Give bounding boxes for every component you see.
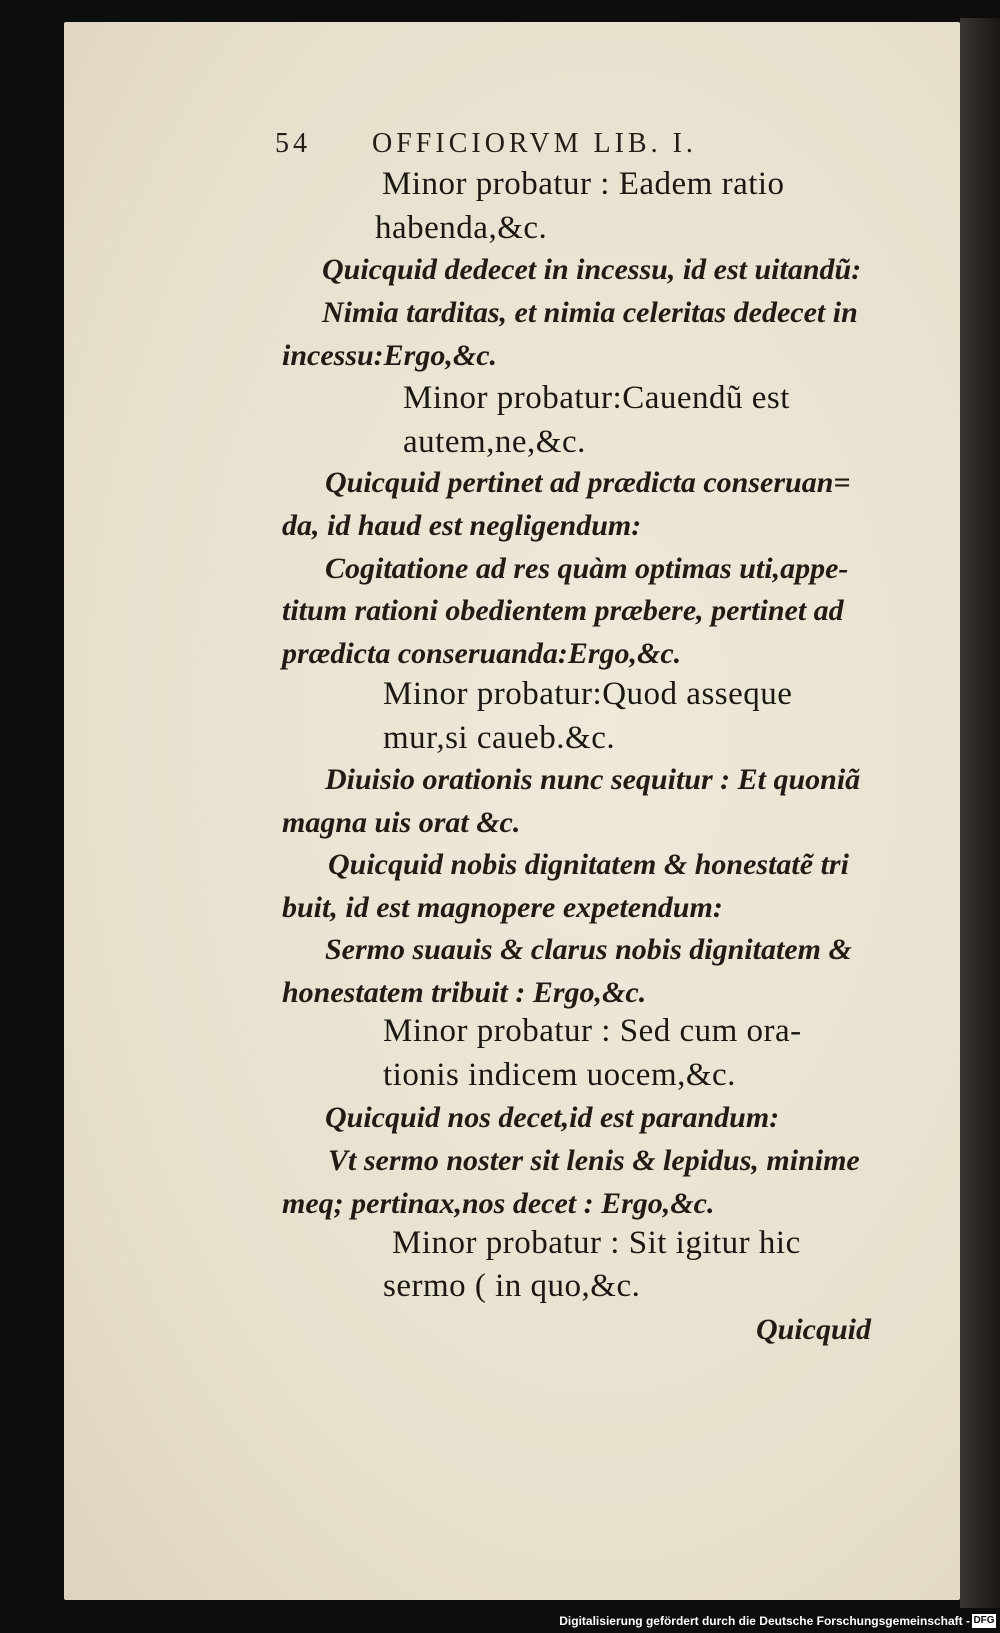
text-line: mur,si caueb.&c. xyxy=(383,720,616,756)
text-line: tionis indicem uocem,&c. xyxy=(383,1057,736,1093)
text-line: habenda,&c. xyxy=(375,210,548,246)
text-line: buit, id est magnopere expetendum: xyxy=(282,891,723,924)
text-line: magna uis orat &c. xyxy=(282,806,521,839)
text-line: Nimia tarditas, et nimia celeritas dedecet in xyxy=(322,296,858,329)
text-line: Minor probatur : Sed cum ora- xyxy=(383,1013,802,1049)
text-line: meq; pertinax,nos decet : Ergo,&c. xyxy=(282,1187,715,1220)
text-line: incessu:Ergo,&c. xyxy=(282,339,498,372)
text-line: Quicquid dedecet in incessu, id est uitandũ: xyxy=(322,253,862,286)
funding-credit: Digitalisierung gefördert durch die Deutsche Forschungsgemeinschaft - xyxy=(559,1614,970,1628)
text-line: Quicquid pertinet ad prædicta conseruan= xyxy=(325,466,851,499)
text-line: Minor probatur:Cauendũ est xyxy=(403,380,790,416)
text-line: honestatem tribuit : Ergo,&c. xyxy=(282,976,647,1009)
text-line: autem,ne,&c. xyxy=(403,424,586,460)
text-line: Quicquid nobis dignitatem & honestatẽ tri xyxy=(328,848,849,881)
text-line: sermo ( in quo,&c. xyxy=(383,1268,641,1304)
text-line: Diuisio orationis nunc sequitur : Et quoniã xyxy=(325,763,861,796)
dfg-logo: DFG xyxy=(973,1615,995,1626)
text-line: Minor probatur : Sit igitur hic xyxy=(392,1225,801,1261)
book-edge xyxy=(960,18,1000,1608)
text-line: Sermo suauis & clarus nobis dignitatem & xyxy=(325,933,852,966)
text-line: Minor probatur : Eadem ratio xyxy=(382,166,785,202)
text-line: titum rationi obedientem præbere, pertinet ad xyxy=(282,594,844,627)
running-head: OFFICIORVM LIB. I. xyxy=(372,128,697,159)
catchword: Quicquid xyxy=(756,1313,872,1346)
page-number: 54 xyxy=(275,128,311,159)
text-line: Cogitatione ad res quàm optimas uti,appe- xyxy=(325,552,849,585)
text-line: Quicquid nos decet,id est parandum: xyxy=(325,1101,780,1134)
text-line: da, id haud est negligendum: xyxy=(282,509,642,542)
text-line: Minor probatur:Quod asseque xyxy=(383,676,793,712)
text-line: Vt sermo noster sit lenis & lepidus, minime xyxy=(328,1144,860,1177)
text-line: prædicta conseruanda:Ergo,&c. xyxy=(282,637,682,670)
